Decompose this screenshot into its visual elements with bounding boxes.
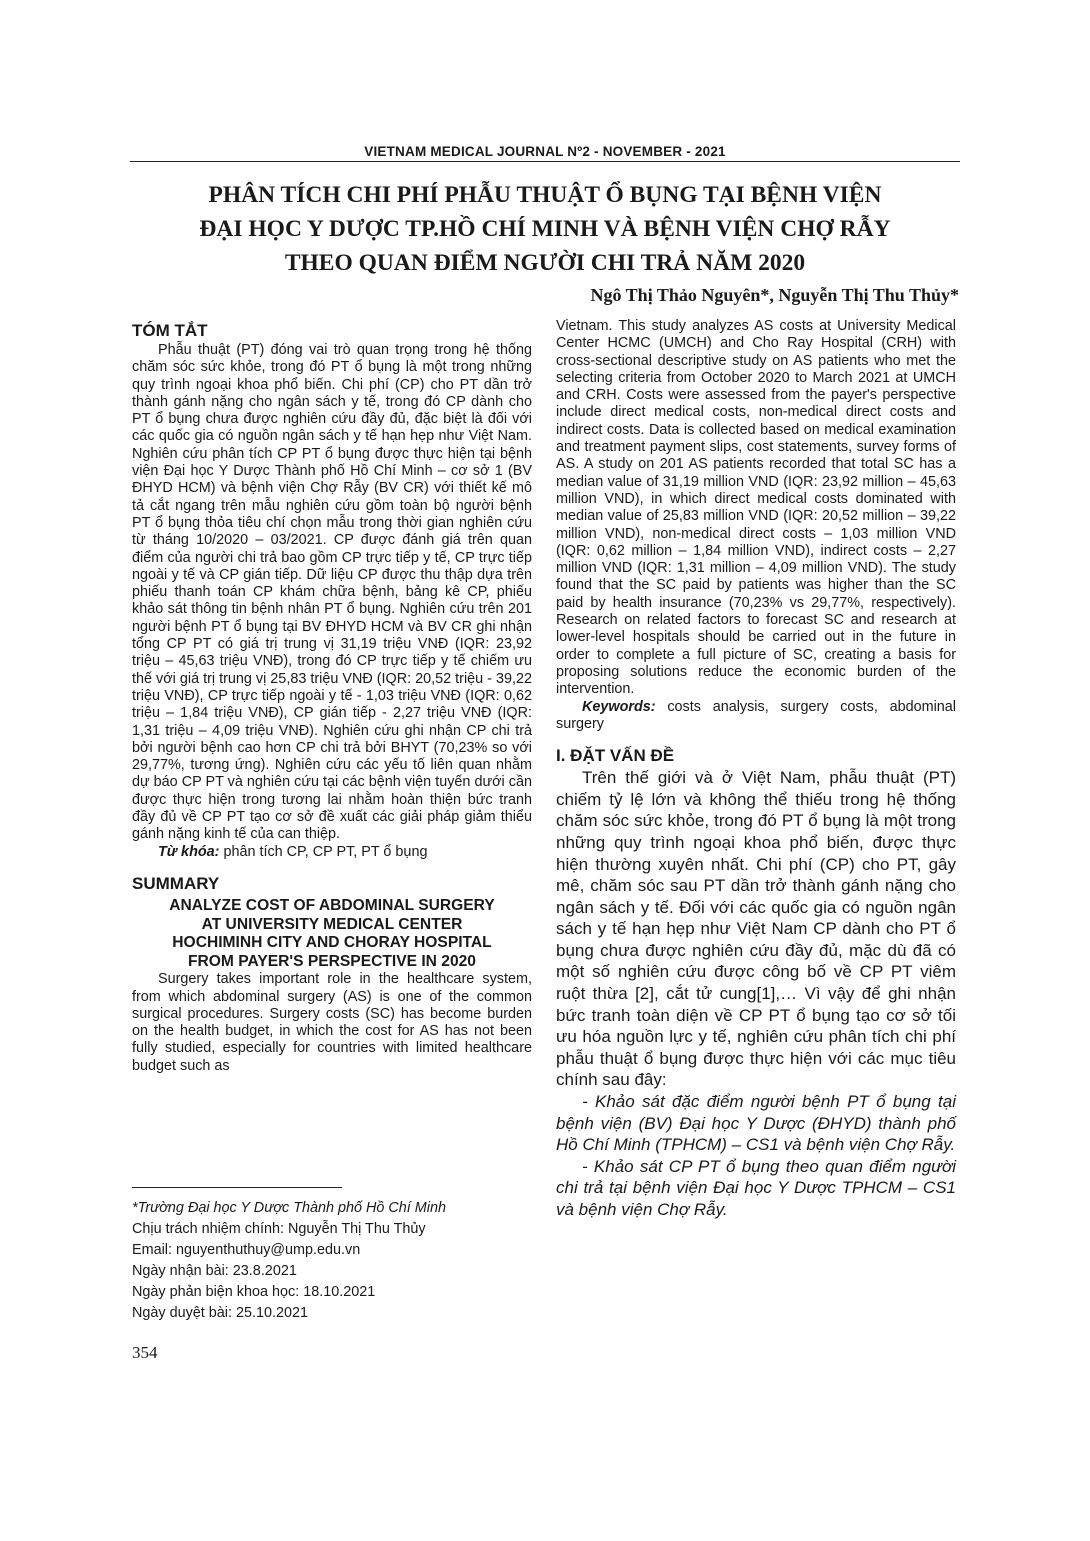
footnote-rule: [132, 1187, 342, 1188]
summary-body-continued: Vietnam. This study analyzes AS costs at University Medical Center HCMC (UMCH) and Cho Ray Hospital (CRH) with cross-sectional descriptive study on AS patients who met the selecting criteria from October 2020 to March 2021 at UMCH and CRH. Costs were assessed from the payer's perspective include direct medical costs, non-medical direct costs and indirect costs. Data is collected based on medical examination and treatment payment slips, cost statements, survey forms of AS. A study on 201 AS patients recorded that total SC has a median value of 31,19 million VND (IQR: 23,92 million – 45,63 million VND), in which direct medical costs dominated with median value of 25,83 million VND (IQR: 20,52 million – 39,22 million VND), non-medical direct costs – 1,03 million VND (IQR: 0,62 million – 1,84 million VND), indirect costs – 2,27 million VND (IQR: 1,31 million – 4,09 million VND). The study found that the SC paid by patients was higher than the SC paid by health insurance (70,23% vs 29,77%, respectively). Research on related factors to forecast SC and research at lower-level hospitals should be carried out in the future in order to complete a full picture of SC, creating a basis for proposing solutions reduce the economic burden of the intervention.: [556, 318, 956, 698]
title-line: PHÂN TÍCH CHI PHÍ PHẪU THUẬT Ổ BỤNG TẠI BỆNH VIỆN: [208, 182, 882, 208]
introduction-heading: I. ĐẶT VẤN ĐỀ: [556, 746, 675, 766]
abstract-keywords: [132, 844, 532, 861]
title-line: THEO QUAN ĐIỂM NGƯỜI CHI TRẢ NĂM 2020: [284, 250, 806, 276]
article-title: [130, 178, 960, 280]
header-rule: [130, 161, 960, 162]
summary-title: [132, 897, 532, 971]
title-line: ĐẠI HỌC Y DƯỢC TP.HỒ CHÍ MINH VÀ BỆNH VIỆN CHỢ RẪY: [199, 216, 891, 242]
keywords-label: Từ khóa:: [158, 843, 220, 860]
email-line: Email: nguyenthuthuy@ump.edu.vn: [132, 1242, 361, 1258]
objective-item: - Khảo sát đặc điểm người bệnh PT ổ bụng tại bệnh viện (BV) Đại học Y Dược (ĐHYD) thành phố Hồ Chí Minh (TPHCM) – CS1 và bệnh viện Chợ Rẫy.: [556, 1092, 956, 1155]
running-head: VIETNAM MEDICAL JOURNAL Nº2 - NOVEMBER - 2021: [364, 144, 726, 159]
abstract-body: Phẫu thuật (PT) đóng vai trò quan trọng trong hệ thống chăm sóc sức khỏe, trong đó PT ổ bụng là một trong những quy trình ngoại khoa phổ biến. Chi phí (CP) cho PT dần trở thành gánh nặng cho ngân sách y tế, trong đó CP dành cho PT ổ bụng chưa được nghiên cứu đầy đủ, đặc biệt là đối với các quốc gia có nguồn ngân sách y tế hạn hẹp như Việt Nam. Nghiên cứu phân tích CP PT ổ bụng được thực hiện tại bệnh viện Đại học Y Dược Thành phố Hồ Chí Minh – cơ sở 1 (BV ĐHYD HCM) và bệnh viện Chợ Rẫy (BV CR) với thiết kế mô tả cắt ngang trên mẫu nghiên cứu gồm toàn bộ người bệnh PT ổ bụng thỏa tiêu chí chọn mẫu trong thời gian nghiên cứu từ tháng 10/2020 – 03/2021. CP được đánh giá trên quan điểm của người chi trả bao gồm CP trực tiếp y tế, CP trực tiếp ngoài y tế và CP gián tiếp. Dữ liệu CP được thu thập dựa trên phiếu thanh toán CP khám chữa bệnh, bảng kê CP, phiếu khảo sát thông tin bệnh nhân PT ổ bụng. Nghiên cứu trên 201 người bệnh PT ổ bụng tại BV ĐHYD HCM và BV CR ghi nhận tổng CP PT có giá trị trung vị 31,19 triệu VNĐ (IQR: 23,92 triệu – 45,63 triệu VNĐ), trong đó CP trực tiếp y tế chiếm ưu thế với giá trị trung vị 25,83 triệu VNĐ (IQR: 20,52 triệu - 39,22 triệu VNĐ), CP trực tiếp ngoài y tế - 1,03 triệu VNĐ (IQR: 0,62 triệu – 1,84 triệu VNĐ), CP gián tiếp - 2,27 triệu VNĐ (IQR: 1,31 triệu – 4,09 triệu VNĐ). Nghiên cứu ghi nhận CP chi trả bởi người bệnh cao hơn CP chi trả bởi BHYT (70,23% so với 29,77%, tương ứng). Nghiên cứu các yếu tố liên quan nhằm dự báo CP PT và nghiên cứu tại các bệnh viện tuyến dưới cần được thực hiện trong tương lai nhằm hoàn thiện bức tranh đầy đủ về CP PT tạo cơ sở đề xuất các giải pháp giảm thiểu gánh nặng kinh tế của can thiệp.: [132, 342, 532, 843]
affiliation-note: *Trường Đại học Y Dược Thành phố Hồ Chí Minh: [132, 1200, 447, 1216]
review-date: Ngày phản biện khoa học: 18.10.2021: [132, 1284, 376, 1300]
abstract-heading: TÓM TẮT: [132, 321, 208, 340]
keywords-label-en: Keywords:: [582, 698, 656, 715]
summary-title-line: ANALYZE COST OF ABDOMINAL SURGERY: [169, 896, 495, 914]
summary-keywords: [556, 699, 956, 734]
summary-title-line: AT UNIVERSITY MEDICAL CENTER: [201, 915, 463, 933]
keywords-text: phân tích CP, CP PT, PT ổ bụng: [219, 843, 428, 860]
accepted-date: Ngày duyệt bài: 25.10.2021: [132, 1305, 309, 1321]
left-column: [132, 320, 532, 1075]
authors: Ngô Thị Thảo Nguyên*, Nguyễn Thị Thu Thủy*: [590, 285, 959, 305]
corresponding-author: Chịu trách nhiệm chính: Nguyễn Thị Thu Thủy: [132, 1221, 426, 1237]
summary-title-line: HOCHIMINH CITY AND CHORAY HOSPITAL: [172, 934, 492, 952]
received-date: Ngày nhận bài: 23.8.2021: [132, 1263, 297, 1279]
objective-item: - Khảo sát CP PT ổ bụng theo quan điểm người chi trả tại bệnh viện Đại học Y Dược TPHCM – CS1 và bệnh viện Chợ Rẫy.: [556, 1156, 956, 1219]
introduction-body: Trên thế giới và ở Việt Nam, phẫu thuật (PT) chiếm tỷ lệ lớn và không thể thiếu trong hệ thống chăm sóc sức khỏe, trong đó PT ổ bụng là một trong những quy trình ngoại khoa phổ biến, được thực hiện thường xuyên nhất. Chi phí (CP) cho PT, gây mê, chăm sóc sau PT dần trở thành gánh nặng cho ngân sách y tế. Đối với các quốc gia có nguồn ngân sách y tế hạn hẹp như Việt Nam CP dành cho PT ổ bụng chưa được nghiên cứu đầy đủ, mặc dù đã có một số nghiên cứu được công bố về CP PT viêm ruột thừa [2], cắt tử cung[1],… Vì vậy để ghi nhận bức tranh toàn diện về CP PT ổ bụng tạo cơ sở tối ưu hóa nguồn lực y tế, nghiên cứu phân tích chi phí phẫu thuật ổ bụng được thực hiện với các mục tiêu chính sau đây:: [556, 768, 956, 1090]
summary-title-line: FROM PAYER'S PERSPECTIVE IN 2020: [188, 952, 476, 970]
summary-heading: SUMMARY: [132, 873, 220, 893]
right-column: [556, 318, 956, 1221]
summary-body-start: Surgery takes important role in the healthcare system, from which abdominal surgery (AS) is one of the common surgical procedures. Surgery costs (SC) has become burden on the health budget, in which the cost for AS has not been fully studied, especially for countries with limited healthcare budget such as: [132, 971, 532, 1074]
footnotes: [132, 1198, 532, 1324]
keywords-text-en: costs analysis, surgery costs, abdominal surgery: [556, 698, 956, 732]
page-number: 354: [132, 1343, 158, 1362]
